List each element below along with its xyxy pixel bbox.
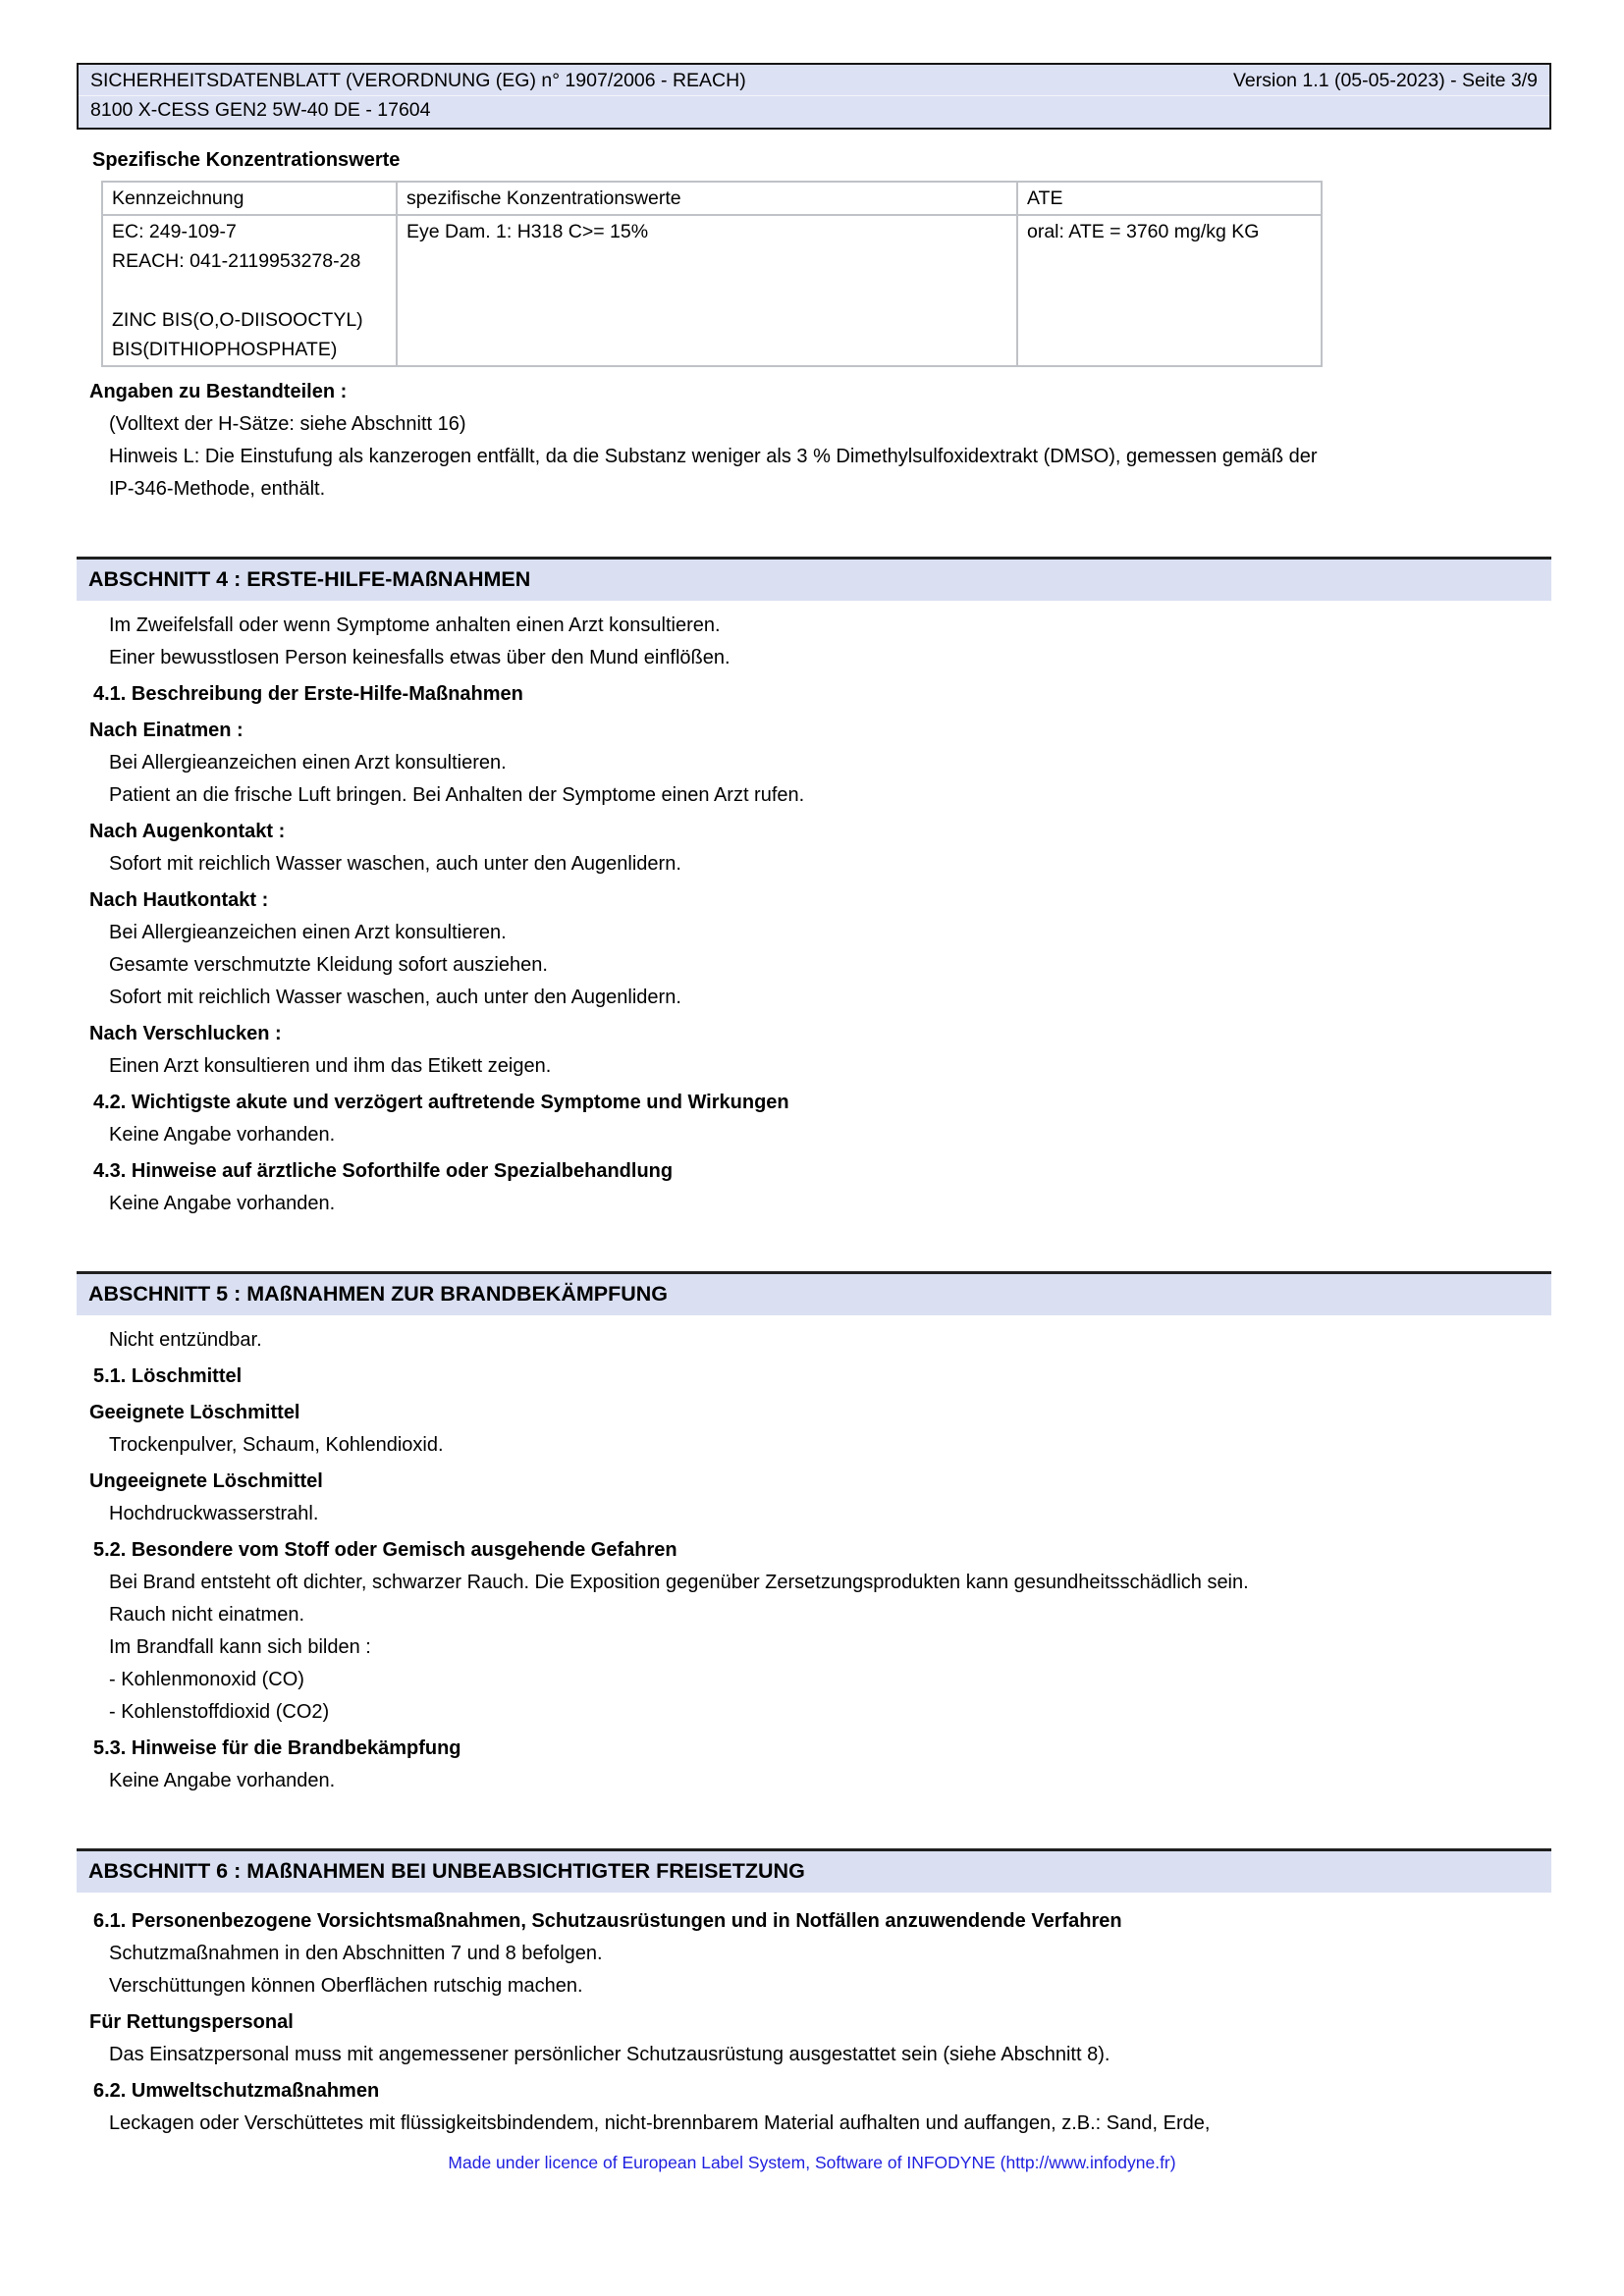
sub-heading: 4.1. Beschreibung der Erste-Hilfe-Maßnahmen [93, 683, 523, 705]
text-line: Rauch nicht einatmen. [109, 1604, 305, 1626]
substance-id-line: REACH: 041-2119953278-28 [112, 250, 361, 272]
column-header-ate: ATE [1017, 182, 1322, 215]
sub-heading: 5.1. Löschmittel [93, 1365, 243, 1387]
section-5 [77, 1271, 1551, 1797]
substance-id-line: BIS(DITHIOPHOSPHATE) [112, 339, 338, 360]
section-5-title-bar: ABSCHNITT 5 : MAßNAHMEN ZUR BRANDBEKÄMPFUNG [77, 1271, 1551, 1315]
text-line: Keine Angabe vorhanden. [109, 1770, 336, 1791]
text-line: Keine Angabe vorhanden. [109, 1193, 336, 1214]
text-line: Verschüttungen können Oberflächen rutschig machen. [109, 1975, 583, 1997]
components-line: (Volltext der H-Sätze: siehe Abschnitt 16) [109, 413, 466, 435]
cell-konzentrationswerte: Eye Dam. 1: H318 C>= 15% [397, 215, 1017, 366]
text-line: - Kohlenmonoxid (CO) [109, 1669, 304, 1690]
sub-heading: 6.1. Personenbezogene Vorsichtsmaßnahmen, Schutzausrüstungen und in Notfällen anzuwendende Verfahren [93, 1910, 1122, 1932]
text-line: Im Brandfall kann sich bilden : [109, 1636, 371, 1658]
components-line: Hinweis L: Die Einstufung als kanzerogen entfällt, da die Substanz weniger als 3 % Dimethylsulfoxidextrakt (DMSO), gemessen gemäß der [109, 446, 1318, 467]
column-header-kennzeichnung: Kennzeichnung [102, 182, 397, 215]
text-line: Hochdruckwasserstrahl. [109, 1503, 319, 1524]
text-line: Leckagen oder Verschüttetes mit flüssigkeitsbindendem, nicht-brennbarem Material aufhalten und auffangen, z.B.: Sand, Erde, [109, 2112, 1211, 2134]
table-header-row [102, 182, 1322, 215]
document-header [77, 63, 1551, 130]
text-line: Das Einsatzpersonal muss mit angemessener persönlicher Schutzausrüstung ausgestattet sein (siehe Abschnitt 8). [109, 2044, 1110, 2065]
sub-heading: Ungeeignete Löschmittel [89, 1470, 323, 1492]
text-line: - Kohlenstoffdioxid (CO2) [109, 1701, 330, 1723]
text-line: Trockenpulver, Schaum, Kohlendioxid. [109, 1434, 444, 1456]
sub-heading: Geeignete Löschmittel [89, 1402, 300, 1423]
section-6 [77, 1848, 1551, 2140]
sub-heading: Für Rettungspersonal [89, 2011, 294, 2033]
components-line: IP-346-Methode, enthält. [109, 478, 326, 500]
sub-heading: 5.3. Hinweise für die Brandbekämpfung [93, 1737, 461, 1759]
text-line: Sofort mit reichlich Wasser waschen, auch unter den Augenlidern. [109, 853, 681, 875]
header-row-1 [79, 65, 1549, 96]
substance-id-line [112, 276, 387, 305]
text-line: Sofort mit reichlich Wasser waschen, auch unter den Augenlidern. [109, 987, 681, 1008]
text-line: Schutzmaßnahmen in den Abschnitten 7 und 8 befolgen. [109, 1943, 603, 1964]
text-line: Einer bewusstlosen Person keinesfalls etwas über den Mund einflößen. [109, 647, 731, 668]
sub-heading: 4.2. Wichtigste akute und verzögert auftretende Symptome und Wirkungen [93, 1092, 789, 1113]
specific-concentration-heading: Spezifische Konzentrationswerte [92, 149, 401, 171]
sub-heading: 4.3. Hinweise auf ärztliche Soforthilfe oder Spezialbehandlung [93, 1160, 674, 1182]
substance-id-line: EC: 249-109-7 [112, 221, 237, 242]
text-line: Nicht entzündbar. [109, 1329, 262, 1351]
cell-ate: oral: ATE = 3760 mg/kg KG [1017, 215, 1322, 366]
license-footer: Made under licence of European Label System, Software of INFODYNE (http://www.infodyne.fr) [448, 2153, 1176, 2172]
components-heading: Angaben zu Bestandteilen : [89, 381, 348, 402]
sub-heading: Nach Hautkontakt : [89, 889, 269, 911]
sub-heading: 5.2. Besondere vom Stoff oder Gemisch ausgehende Gefahren [93, 1539, 677, 1561]
section-4-title-bar: ABSCHNITT 4 : ERSTE-HILFE-MAßNAHMEN [77, 557, 1551, 601]
text-line: Bei Allergieanzeichen einen Arzt konsultieren. [109, 752, 507, 774]
sub-heading: Nach Einatmen : [89, 720, 244, 741]
section-4 [77, 557, 1551, 1220]
components-block [77, 376, 1551, 506]
text-line: Bei Allergieanzeichen einen Arzt konsultieren. [109, 922, 507, 943]
section-5-body [77, 1315, 1551, 1797]
product-name: 8100 X-CESS GEN2 5W-40 DE - 17604 [90, 99, 431, 121]
text-line: Patient an die frische Luft bringen. Bei Anhalten der Symptome einen Arzt rufen. [109, 784, 805, 806]
text-line: Bei Brand entsteht oft dichter, schwarzer Rauch. Die Exposition gegenüber Zersetzungsprodukten kann gesundheitsschädlich sein. [109, 1572, 1249, 1593]
cell-kennzeichnung [102, 215, 397, 366]
section-4-body [77, 601, 1551, 1220]
text-line: Gesamte verschmutzte Kleidung sofort ausziehen. [109, 954, 548, 976]
section-6-body [77, 1893, 1551, 2140]
text-line: Keine Angabe vorhanden. [109, 1124, 336, 1146]
sub-heading: Nach Verschlucken : [89, 1023, 282, 1044]
column-header-konzentrationswerte: spezifische Konzentrationswerte [397, 182, 1017, 215]
concentration-table [101, 181, 1323, 367]
sub-heading: 6.2. Umweltschutzmaßnahmen [93, 2080, 380, 2102]
substance-id-line: ZINC BIS(O,O-DIISOOCTYL) [112, 309, 363, 331]
sub-heading: Nach Augenkontakt : [89, 821, 286, 842]
version-page-info: Version 1.1 (05-05-2023) - Seite 3/9 [1232, 70, 1538, 91]
sds-page [77, 63, 1551, 2140]
header-row-2 [79, 96, 1549, 128]
document-title: SICHERHEITSDATENBLATT (VERORDNUNG (EG) n° 1907/2006 - REACH) [90, 70, 746, 91]
section-6-title-bar: ABSCHNITT 6 : MAßNAHMEN BEI UNBEABSICHTIGTER FREISETZUNG [77, 1848, 1551, 1893]
table-row [102, 215, 1322, 366]
text-line: Im Zweifelsfall oder wenn Symptome anhalten einen Arzt konsultieren. [109, 614, 721, 636]
text-line: Einen Arzt konsultieren und ihm das Etikett zeigen. [109, 1055, 552, 1077]
